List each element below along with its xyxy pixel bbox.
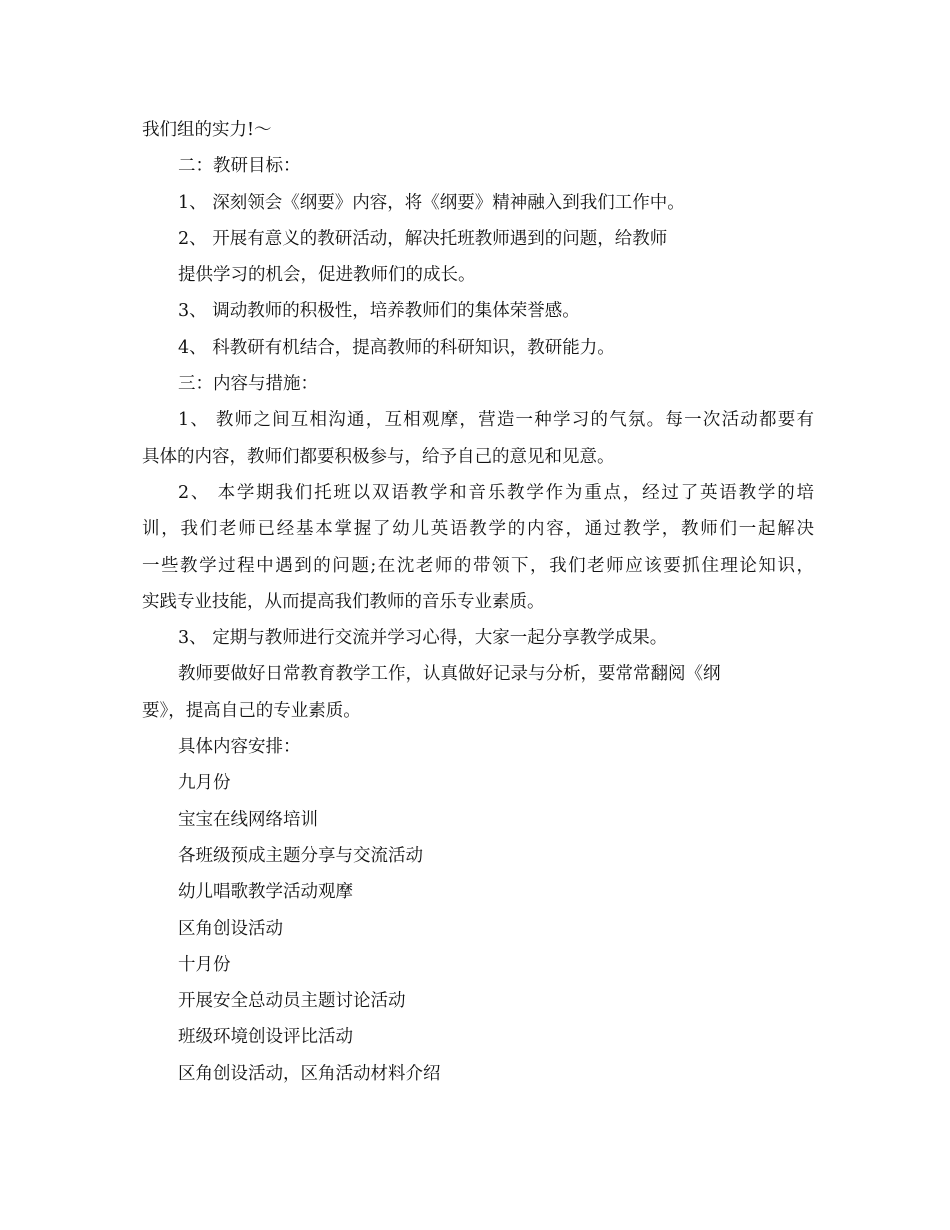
text-line: 3、 定期与教师进行交流并学习心得，大家一起分享教学成果。	[178, 628, 668, 649]
month-heading: 十月份	[178, 954, 231, 975]
list-item: 幼儿唱歌教学活动观摩	[178, 882, 353, 903]
text-line: 要》，提高自己的专业素质。	[142, 700, 361, 721]
list-item: 区角创设活动，区角活动材料介绍	[178, 1063, 441, 1084]
list-item: 开展安全总动员主题讨论活动	[178, 991, 406, 1012]
text-line: 1、 教师之间互相沟通，互相观摩，营造一种学习的气氛。每一次活动都要有	[178, 410, 814, 431]
text-line: 2、 本学期我们托班以双语教学和音乐教学作为重点，经过了英语教学的培	[178, 482, 814, 503]
text-line: 1、 深刻领会《纲要》内容，将《纲要》精神融入到我们工作中。	[178, 192, 685, 213]
month-heading: 九月份	[178, 773, 231, 794]
text-line: 训，我们老师已经基本掌握了幼儿英语教学的内容，通过教学，教师们一起解决	[142, 519, 814, 540]
section-heading: 三：内容与措施：	[178, 374, 318, 395]
text-line: 4、 科教研有机结合，提高教师的科研知识，教研能力。	[178, 337, 615, 358]
section-heading: 二：教研目标：	[178, 156, 301, 177]
section-heading: 具体内容安排：	[178, 737, 301, 758]
document-body	[142, 112, 814, 1092]
text-line: 我们组的实力!～	[142, 120, 272, 140]
text-line: 教师要做好日常教育教学工作，认真做好记录与分析，要常常翻阅《纲	[178, 664, 721, 685]
text-line: 3、 调动教师的积极性，培养教师们的集体荣誉感。	[178, 301, 580, 322]
list-item: 宝宝在线网络培训	[178, 809, 318, 830]
list-item: 区角创设活动	[178, 918, 283, 939]
text-line: 具体的内容，教师们都要积极参与，给予自己的意见和见意。	[142, 446, 615, 467]
text-line: 2、 开展有意义的教研活动，解决托班教师遇到的问题，给教师	[178, 228, 668, 249]
list-item: 班级环境创设评比活动	[178, 1027, 353, 1048]
text-line: 实践专业技能，从而提高我们教师的音乐专业素质。	[142, 591, 545, 612]
text-line: 一些教学过程中遇到的问题;在沈老师的带领下，我们老师应该要抓住理论知识，	[142, 555, 814, 576]
list-item: 各班级预成主题分享与交流活动	[178, 845, 423, 866]
text-line: 提供学习的机会，促进教师们的成长。	[178, 265, 476, 286]
